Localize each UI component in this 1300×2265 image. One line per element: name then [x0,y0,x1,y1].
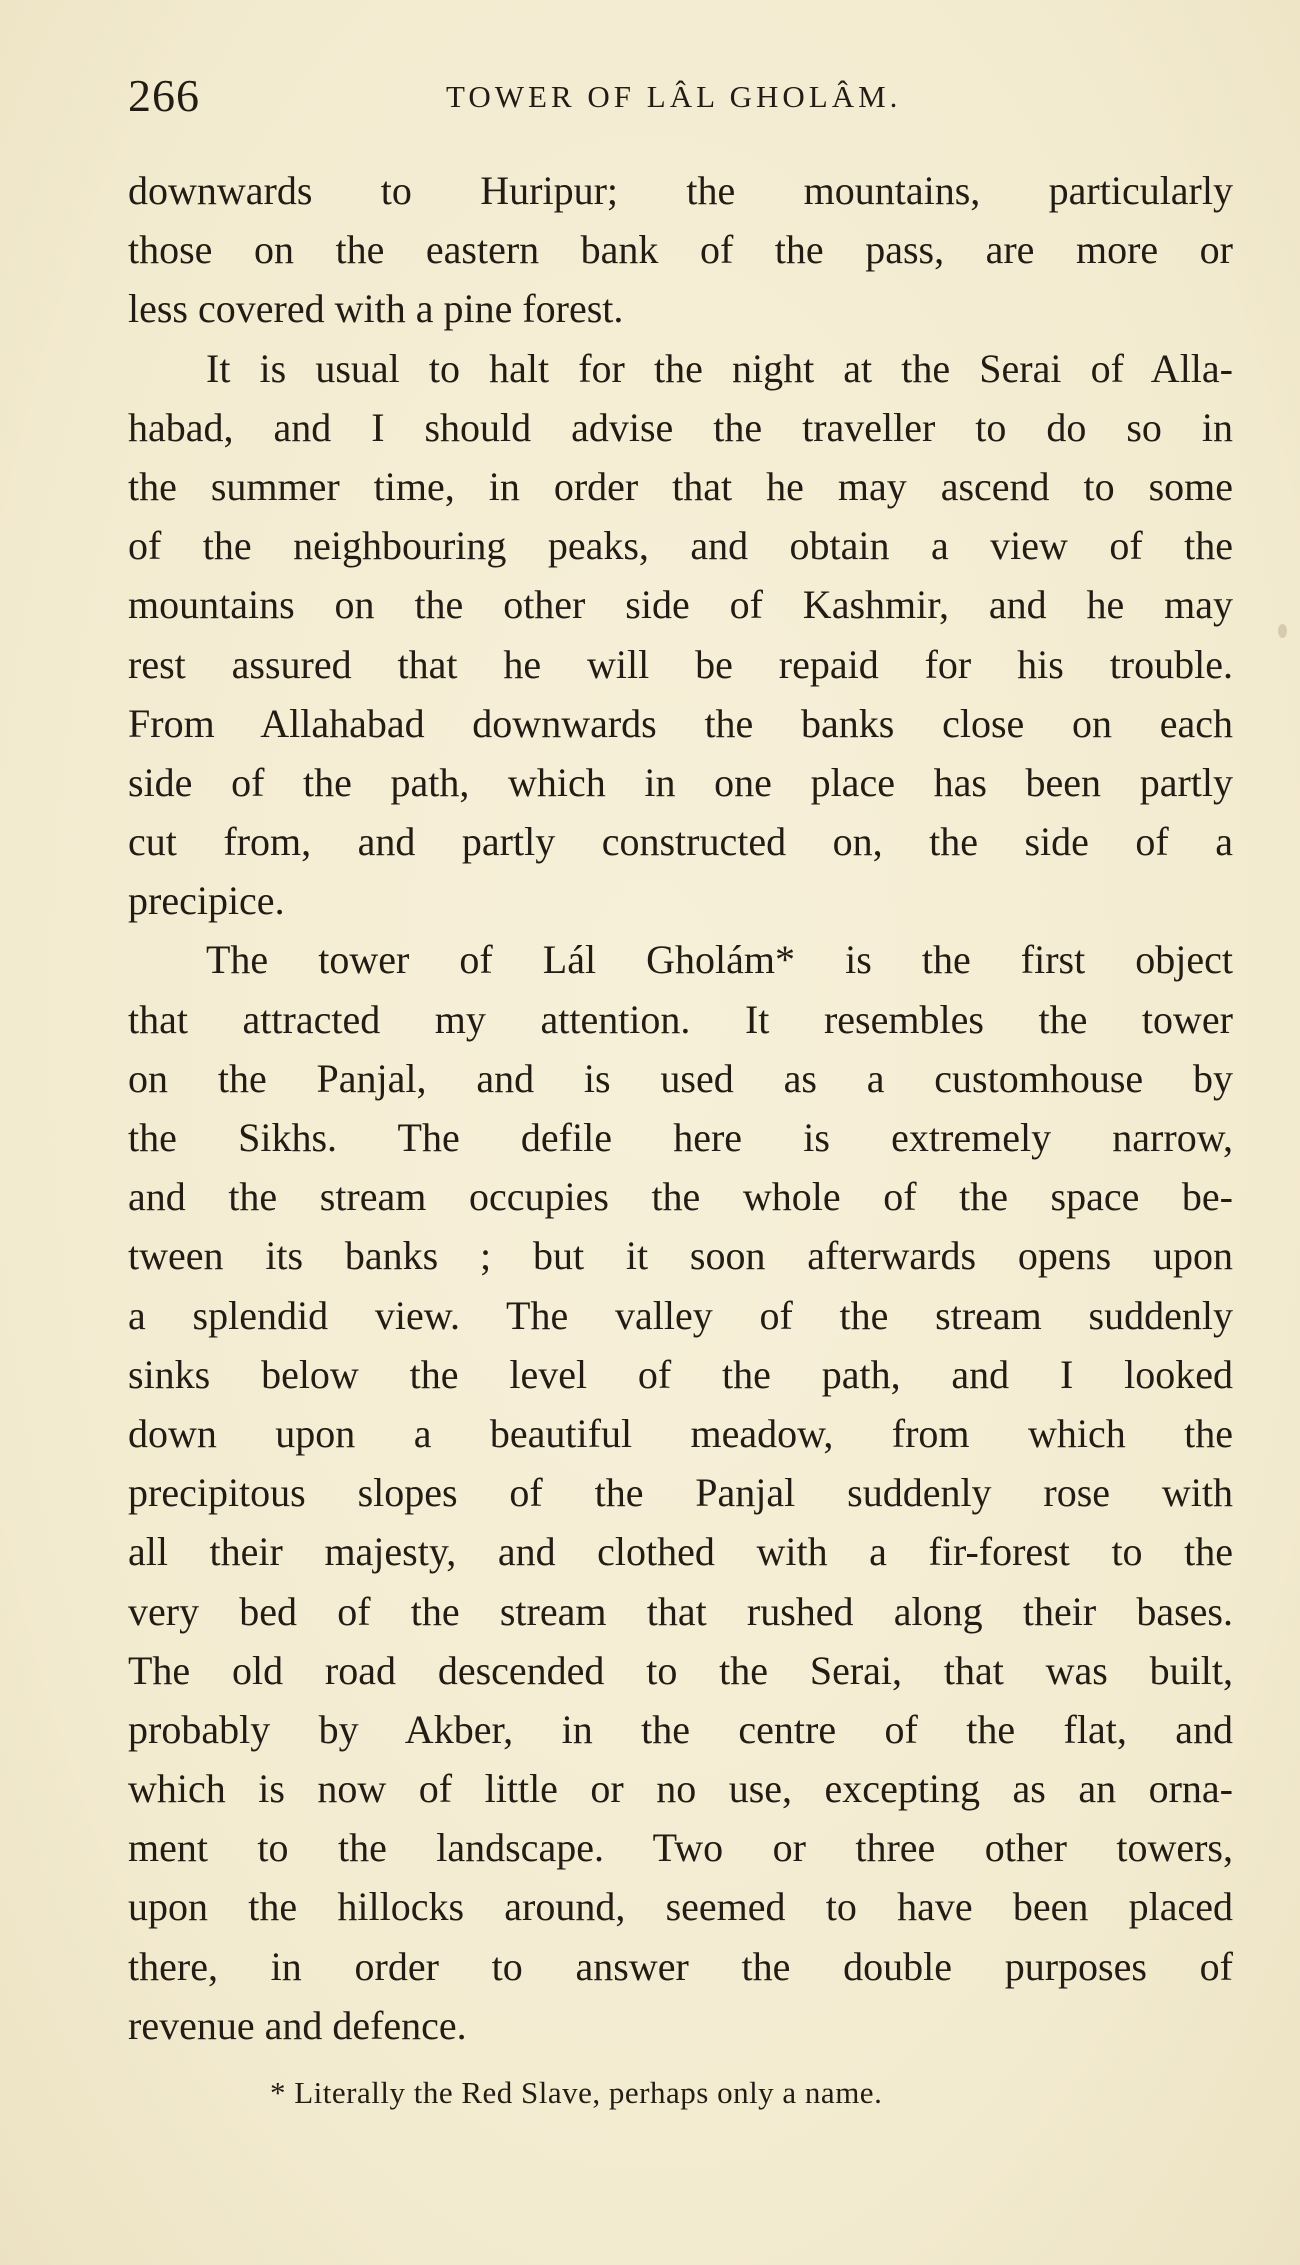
paper-spot [1278,624,1287,638]
text-line: sinks below the level of the path, and I looked [128,1351,1233,1397]
text-line: and the stream occupies the whole of the space be- [128,1174,1233,1220]
text-line: which is now of little or no use, excepting as an orna- [128,1766,1233,1812]
text-line: all their majesty, and clothed with a fir-forest to the [128,1529,1233,1575]
text-line: less covered with a pine forest. [128,286,624,332]
text-line: those on the eastern bank of the pass, are more or [128,227,1233,273]
text-line: precipitous slopes of the Panjal suddenly rose with [128,1470,1233,1516]
text-line: the Sikhs. The defile here is extremely narrow, [128,1115,1233,1160]
page-number: 266 [128,70,200,121]
text-line: rest assured that he will be repaid for his trouble. [128,641,1233,687]
text-line: ment to the landscape. Two or three other towers, [128,1825,1233,1871]
text-line: habad, and I should advise the traveller to do so in [128,404,1233,450]
text-line: tween its banks ; but it soon afterwards opens upon [128,1233,1233,1279]
text-line: upon the hillocks around, seemed to have been placed [128,1884,1233,1930]
footnote: * Literally the Red Slave, perhaps only a name. [270,2075,883,2110]
text-line: downwards to Huripur; the mountains, particularly [128,168,1233,213]
text-line: cut from, and partly constructed on, the side of a [128,819,1233,865]
text-line: precipice. [128,878,285,924]
text-line: The old road descended to the Serai, that was built, [128,1647,1233,1693]
text-line: that attracted my attention. It resembles the tower [128,996,1233,1042]
text-line: on the Panjal, and is used as a customhouse by [128,1055,1233,1101]
text-line: of the neighbouring peaks, and obtain a view of the [128,523,1233,569]
text-line: the summer time, in order that he may ascend to some [128,463,1233,509]
text-line: The tower of Lál Gholám* is the first object [206,937,1233,983]
text-line: probably by Akber, in the centre of the flat, and [128,1706,1233,1752]
body-text [128,161,1233,2055]
text-line: revenue and defence. [128,2002,467,2048]
text-line: It is usual to halt for the night at the Serai of Alla- [206,345,1233,391]
text-line: mountains on the other side of Kashmir, and he may [128,582,1233,628]
text-line: down upon a beautiful meadow, from which the [128,1410,1233,1456]
running-head: TOWER OF LÂL GHOLÂM. [446,79,902,114]
text-line: From Allahabad downwards the banks close on each [128,700,1233,746]
text-line: there, in order to answer the double purposes of [128,1943,1233,1989]
page-header [128,66,1233,126]
text-line: very bed of the stream that rushed along their bases. [128,1588,1233,1634]
text-line: side of the path, which in one place has been partly [128,759,1233,805]
text-line: a splendid view. The valley of the stream suddenly [128,1292,1233,1338]
